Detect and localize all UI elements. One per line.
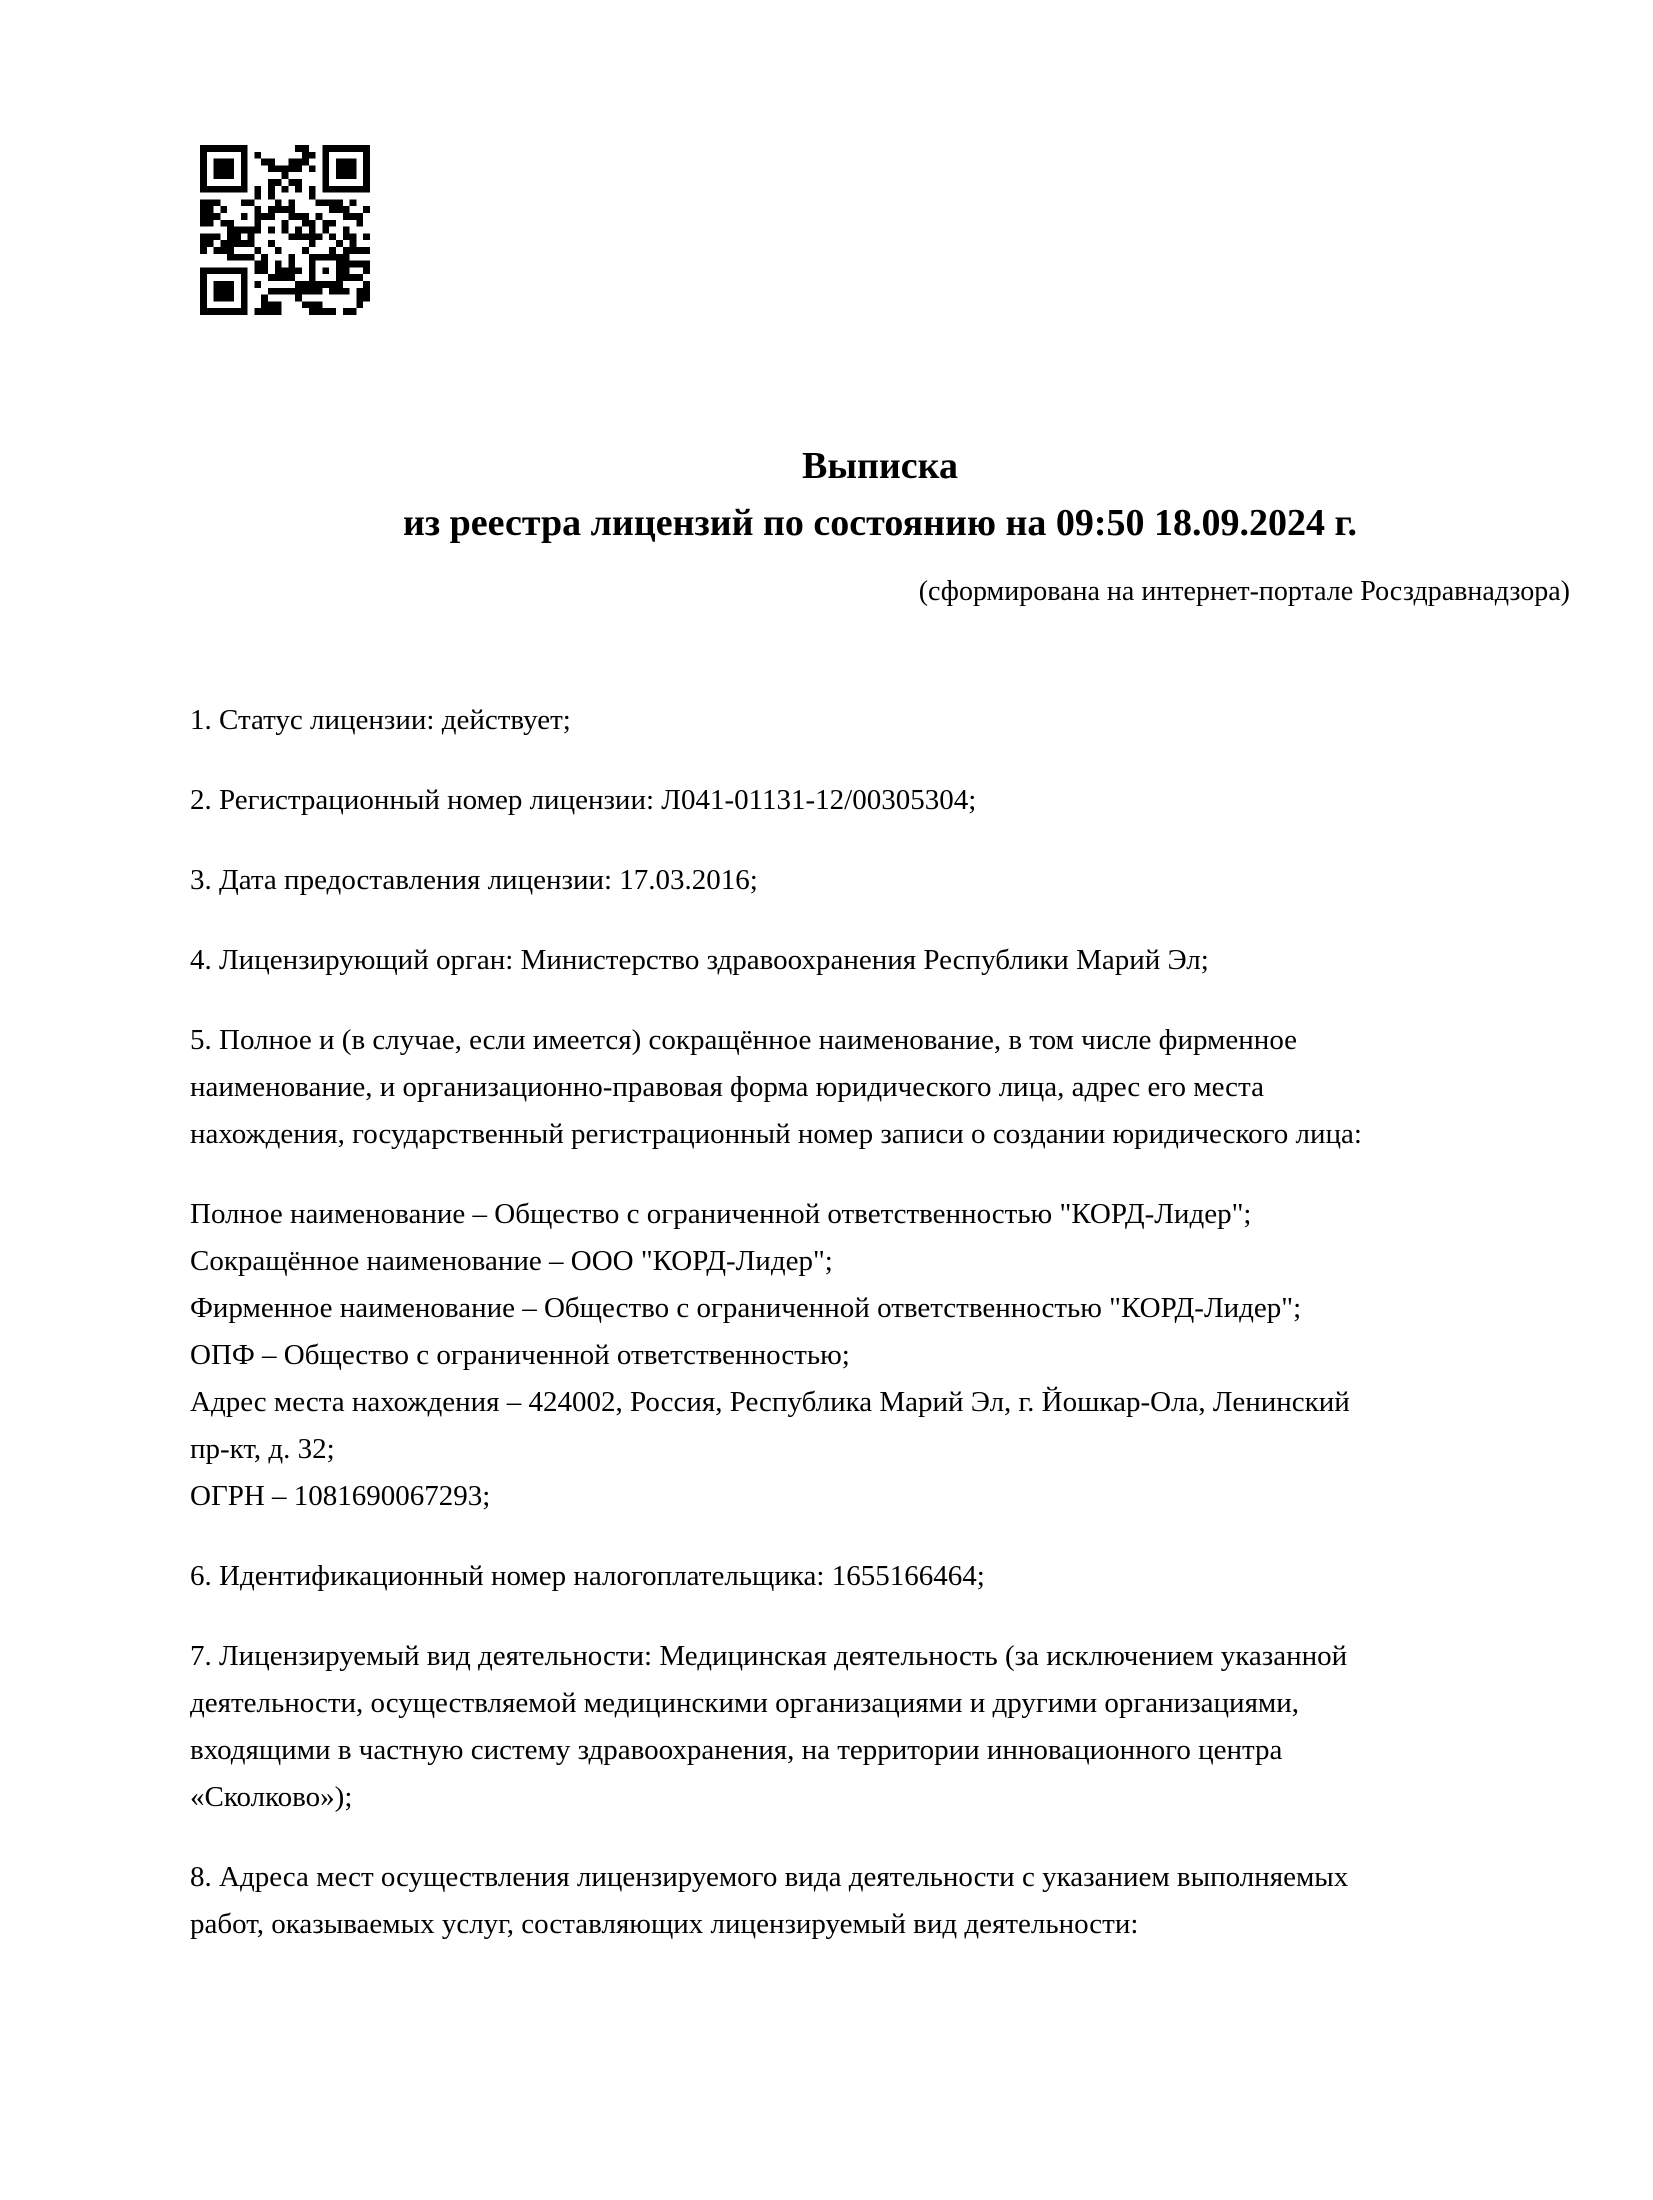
paragraph-licensed-activity	[190, 1633, 1570, 1821]
registration-number-text: 2. Регистрационный номер лицензии: Л041-01131-12/00305304;	[190, 784, 977, 816]
title-line-1: Выписка	[802, 445, 958, 487]
paragraph-license-status	[190, 697, 1570, 744]
entity-brand-name: Фирменное наименование – Общество с ограниченной ответственностью "КОРД-Лидер";	[190, 1292, 1302, 1324]
paragraph-grant-date	[190, 857, 1570, 904]
paragraph-activity-addresses	[190, 1854, 1570, 1948]
activity-addresses-line: работ, оказываемых услуг, составляющих лицензируемый вид деятельности:	[190, 1908, 1139, 1940]
activity-addresses-line: 8. Адреса мест осуществления лицензируемого вида деятельности с указанием выполняемых	[190, 1861, 1349, 1893]
licensed-activity-line: деятельности, осуществляемой медицинскими организациями и другими организациями,	[190, 1687, 1300, 1719]
paragraph-licensing-authority	[190, 937, 1570, 984]
entity-address-line: пр-кт, д. 32;	[190, 1433, 335, 1465]
licensing-authority-text: 4. Лицензирующий орган: Министерство здравоохранения Республики Марий Эл;	[190, 944, 1209, 976]
entity-address-line: Адрес места нахождения – 424002, Россия, Республика Марий Эл, г. Йошкар-Ола, Ленинский	[190, 1386, 1350, 1418]
entity-short-name: Сокращённое наименование – ООО "КОРД-Лидер";	[190, 1245, 833, 1277]
entity-intro-line: нахождения, государственный регистрационный номер записи о создании юридического лица:	[190, 1118, 1362, 1150]
inn-text: 6. Идентификационный номер налогоплательщика: 1655166464;	[190, 1560, 985, 1592]
document-title	[190, 438, 1570, 552]
licensed-activity-line: 7. Лицензируемый вид деятельности: Медицинская деятельность (за исключением указанной	[190, 1640, 1348, 1672]
license-status-text: 1. Статус лицензии: действует;	[190, 704, 571, 736]
document-content	[190, 0, 1570, 1948]
licensed-activity-line: «Сколково»);	[190, 1781, 353, 1813]
licensed-activity-line: входящими в частную систему здравоохранения, на территории инновационного центра	[190, 1734, 1283, 1766]
entity-legal-form: ОПФ – Общество с ограниченной ответственностью;	[190, 1339, 850, 1371]
entity-intro-line: наименование, и организационно-правовая форма юридического лица, адрес его места	[190, 1071, 1264, 1103]
paragraph-entity-intro	[190, 1017, 1570, 1158]
title-line-2: из реестра лицензий по состоянию на 09:50 18.09.2024 г.	[402, 502, 1358, 544]
entity-ogrn: ОГРН – 1081690067293;	[190, 1480, 491, 1512]
paragraph-inn	[190, 1553, 1570, 1600]
grant-date-text: 3. Дата предоставления лицензии: 17.03.2016;	[190, 864, 758, 896]
paragraph-entity-details	[190, 1191, 1570, 1520]
paragraph-registration-number	[190, 777, 1570, 824]
entity-intro-line: 5. Полное и (в случае, если имеется) сокращённое наименование, в том числе фирменное	[190, 1024, 1298, 1056]
entity-full-name: Полное наименование – Общество с ограниченной ответственностью "КОРД-Лидер";	[190, 1198, 1252, 1230]
document-subtitle: (сформирована на интернет-портале Росздравнадзора)	[918, 576, 1570, 607]
document-body	[190, 697, 1570, 1948]
